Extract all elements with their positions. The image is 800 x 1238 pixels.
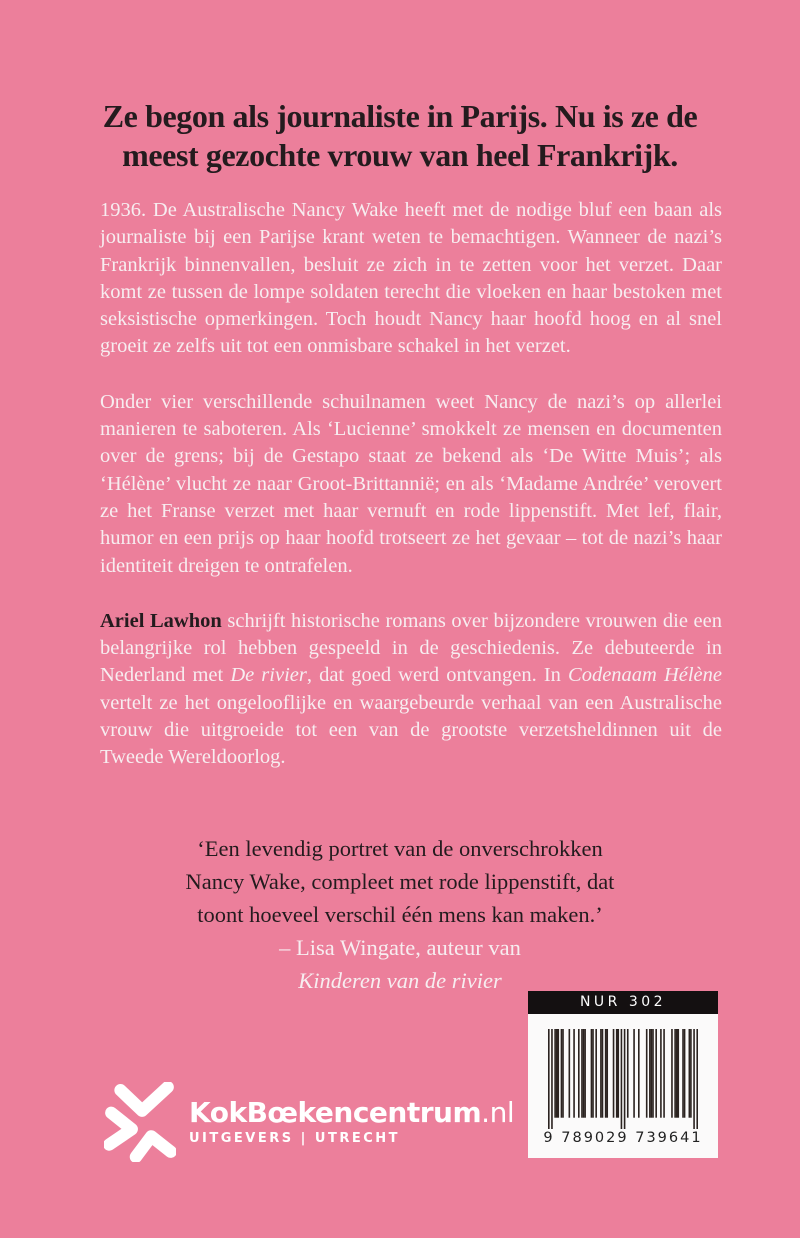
quote-line: ‘Een levendig portret van de onverschrokken xyxy=(197,836,603,861)
headline-line-2: meest gezochte vrouw van heel Frankrijk. xyxy=(122,137,678,173)
publisher-name xyxy=(189,1098,514,1128)
quote-line: Nancy Wake, compleet met rode lippenstift, dat xyxy=(185,869,615,894)
publisher-name-domain: .nl xyxy=(481,1096,515,1129)
ean-number: 9 789029 739641 xyxy=(543,1130,703,1146)
body-paragraph: 1936. De Australische Nancy Wake heeft met de nodige bluf een baan als journaliste bij een Parijse krant weten te bemachtigen. Wanneer de nazi’s Frankrijk binnenvallen, besluit ze zich in te zetten voor het verzet. Daar komt ze tussen de lompe soldaten terecht die vloeken en haar bestoken met seksistische opmerkingen. Toch houdt Nancy haar hoofd hoog en al snel groeit ze zelfs uit tot een onmisbare schakel in het verzet. xyxy=(100,199,722,358)
body-paragraph: Onder vier verschillende schuilnamen weet Nancy de nazi’s op allerlei manieren te saboteren. Als ‘Lucienne’ smokkelt ze mensen en documenten over de grens; bij de Gestapo staat ze bekend als ‘De Witte Muis’; als ‘Hélène’ vlucht ze naar Groot-Brittannië; en als ‘Madame Andrée’ verovert ze het Franse verzet met haar vernuft en rode lippenstift. Met lef, flair, humor en een prijs op haar hoofd trotseert ze het gevaar – tot de nazi’s haar identiteit dreigen te ontrafelen. xyxy=(100,390,722,577)
synopsis-text xyxy=(100,197,722,800)
publisher-logo-icon xyxy=(104,1082,176,1162)
headline xyxy=(0,97,800,175)
publisher-logo-text xyxy=(189,1098,514,1146)
endorsement-quote xyxy=(0,832,800,997)
headline-line-1: Ze begon als journaliste in Parijs. Nu is ze de xyxy=(102,98,698,134)
ean-barcode xyxy=(528,1014,718,1158)
nur-badge: NUR 302 xyxy=(528,991,718,1014)
publisher-tagline: UITGEVERS | UTRECHT xyxy=(189,1131,401,1146)
publisher-name-main: KokBœkencentrum xyxy=(189,1096,482,1129)
quote-text xyxy=(0,832,800,931)
publisher-logo xyxy=(104,1082,514,1162)
barcode-bars xyxy=(548,1029,698,1129)
barcode-label xyxy=(528,991,718,1158)
quote-attribution: – Lisa Wingate, auteur van xyxy=(279,935,521,960)
quote-line: toont hoeveel verschil één mens kan maken.’ xyxy=(197,902,603,927)
body-paragraph: Ariel Lawhon schrijft historische romans over bijzondere vrouwen die een belangrijke rol hebben gespeeld in de geschiedenis. Ze debuteerde in Nederland met De rivier, dat goed werd ontvangen. In Codenaam Hélène vertelt ze het ongelooflijke en waargebeurde verhaal van een Australische vrouw die uitgroeide tot een van de grootste verzetsheldinnen uit de Tweede Wereldoorlog. xyxy=(100,609,722,769)
quote-attribution-work: Kinderen van de rivier xyxy=(298,968,502,993)
